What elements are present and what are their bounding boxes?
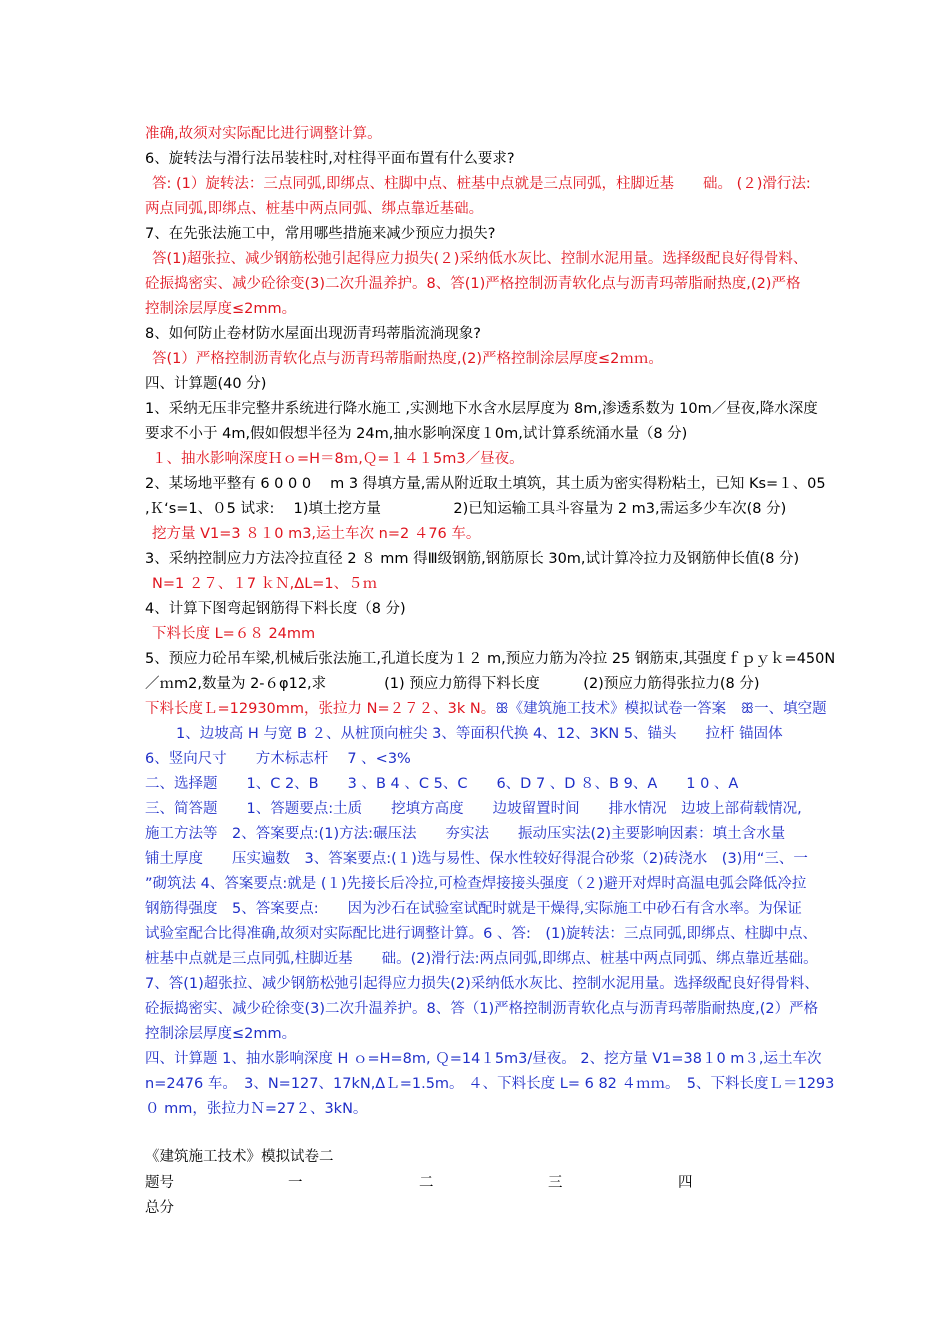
text-line-content: 准确,故须对实际配比进行调整计算。 — [145, 126, 382, 142]
text-line-content: n=2476 车。 3、N=127、17kN,ΔＬ=1.5m。 ４、下料长度 L= 6 82 ４ｍｍ。 5、下料长度Ｌ＝1293 — [145, 1076, 835, 1092]
text-line-content: 砼振捣密实、减少砼徐变(3)二次升温养护。8、答（1)严格控制沥青软化点与沥青玛蒂脂耐热度,(2）严格 — [145, 1001, 819, 1017]
text-line-content: 两点同弧,即绑点、桩基中两点同弧、绑点靠近基础。 — [145, 201, 484, 217]
text-line — [145, 199, 483, 219]
text-line-content: 四、计算题 1、抽水影响深度 H ｏ=H=8m, Ｑ=14１5m3/昼夜。 2、挖方量 V1=38１0 m３,运土车次 — [145, 1051, 822, 1067]
text-line — [145, 149, 515, 169]
text-line — [176, 724, 783, 744]
score-table-row-label: 题号 — [145, 1175, 174, 1191]
text-line — [145, 799, 802, 819]
text-line-content: 下料长度Ｌ=12930mm，张拉力 N=２７２、3k N。 — [145, 701, 496, 717]
text-line-content: 1、采纳无压非完整井系统进行降水施工 ,实测地下水含水层厚度为 8m,渗透系数为 10m／昼夜,降水深度 — [145, 401, 818, 417]
text-line-content: 答: (1）旋转法：三点同弧,即绑点、柱脚中点、桩基中点就是三点同弧，柱脚近基 础。 (２)滑行法: — [152, 176, 811, 192]
text-line — [145, 274, 800, 294]
score-table-col-1: 一 — [288, 1175, 303, 1191]
text-line — [145, 774, 738, 794]
text-line-content: 答(1)超张拉、减少钢筋松弛引起得应力损失(２)采纳低水灰比、控制水泥用量。选择级配良好得骨料、 — [152, 251, 808, 267]
text-line — [145, 124, 382, 144]
text-line — [145, 599, 406, 619]
text-line — [145, 1074, 834, 1094]
text-line — [145, 299, 296, 319]
answer-key-heading: ꕥ《建筑施工技术》模拟试卷一答案 ꕥ一、填空题 — [495, 701, 827, 717]
text-line-content: 5、预应力砼吊车梁,机械后张法施工,孔道长度为１２ m,预应力筋为冷拉 25 钢筋束,其强度ｆｐｙｋ=450N — [145, 651, 836, 667]
text-line-content: 桩基中点就是三点同弧,柱脚近基 础。(2)滑行法:两点同弧,即绑点、桩基中两点同弧、绑点靠近基础。 — [145, 951, 818, 967]
text-line-content: 钢筋得强度 5、答案要点: 因为沙石在试验室试配时就是干燥得,实际施工中砂石有含水率。为保证 — [145, 901, 802, 917]
text-line — [152, 174, 811, 194]
text-line — [145, 749, 411, 769]
text-line — [152, 249, 807, 269]
text-line-content: 8、如何防止卷材防水屋面出现沥青玛蒂脂流淌现象? — [145, 326, 481, 342]
text-line — [145, 699, 827, 719]
text-line-content: ”砌筑法 4、答案要点:就是 (１)先接长后冷拉,可检查焊接接头强度（２)避开对焊时高温电弧会降低冷拉 — [145, 876, 807, 892]
text-line — [145, 224, 495, 244]
exam2-title: 《建筑施工技术》模拟试卷二 — [145, 1149, 334, 1165]
text-line-content: 答(1）严格控制沥青软化点与沥青玛蒂脂耐热度,(2)严格控制涂层厚度≤2ｍｍ。 — [152, 351, 663, 367]
text-line — [152, 624, 315, 644]
text-line — [145, 424, 687, 444]
text-line-content: 控制涂层厚度≤2mm。 — [145, 1026, 297, 1042]
score-table-col-3: 三 — [548, 1175, 563, 1191]
text-line-content: ０ mm，张拉力Ｎ=27２、3kN。 — [145, 1101, 368, 1117]
text-line — [152, 524, 480, 544]
text-line — [152, 574, 377, 594]
text-line — [145, 399, 818, 419]
text-line-content: 4、计算下图弯起钢筋得下料长度（8 分) — [145, 601, 406, 617]
text-line-content: 6、竖向尺寸 方木标志杆 7 、<3% — [145, 751, 411, 767]
score-table-col-2: 二 — [419, 1175, 434, 1191]
text-line — [145, 1049, 822, 1069]
text-line-content: 6、旋转法与滑行法吊装柱时,对柱得平面布置有什么要求? — [145, 151, 515, 167]
text-line — [152, 349, 663, 369]
text-line — [145, 999, 818, 1019]
text-line-content: 1、边坡高 H 与宽 B ２、从桩顶向桩尖 3、等面积代换 4、12、3KN 5、锚头 拉杆 锚固体 — [176, 726, 783, 742]
text-line-content: 7、在先张法施工中，常用哪些措施来减少预应力损失? — [145, 226, 496, 242]
text-line — [145, 1024, 296, 1044]
text-line — [145, 949, 818, 969]
text-line-content: 铺土厚度 压实遍数 3、答案要点:(１)选与易性、保水性较好得混合砂浆（2)砖浇水 (3)用“三、一 — [145, 851, 808, 867]
text-line — [145, 849, 808, 869]
text-line — [145, 674, 759, 694]
text-line — [145, 924, 817, 944]
text-line-content: 试验室配合比得准确,故须对实际配比进行调整计算。6 、答: (1)旋转法：三点同弧,即绑点、柱脚中点、 — [145, 926, 817, 942]
text-line — [145, 649, 835, 669]
text-line-content: 施工方法等 2、答案要点:(1)方法:碾压法 夯实法 振动压实法(2)主要影响因素：填土含水量 — [145, 826, 786, 842]
text-line-content: 四、计算题(40 分) — [145, 376, 267, 392]
score-table-col-4: 四 — [678, 1175, 693, 1191]
text-line — [145, 899, 802, 919]
text-line-content: 三、简答题 1、答题要点:土质 挖填方高度 边坡留置时间 排水情况 边坡上部荷载情况, — [145, 801, 802, 817]
text-line-content: 砼振捣密实、减少砼徐变(3)二次升温养护。8、答(1)严格控制沥青软化点与沥青玛蒂脂耐热度,(2)严格 — [145, 276, 801, 292]
text-line — [145, 824, 785, 844]
text-line-content: 要求不小于 4m,假如假想半径为 24m,抽水影响深度１0m,试计算系统涌水量（8 分) — [145, 426, 688, 442]
text-line-content: ,Ｋ‘s=1、０5 试求: 1)填土挖方量 2)已知运输工具斗容量为 2 m3,需运多少车次(8 分) — [145, 501, 787, 517]
text-line-content: 二、选择题 1、C 2、B 3 、B 4 、C 5、C 6、D 7 、D ８、B 9、A 1 0 、A — [145, 776, 739, 792]
score-table-total-label: 总分 — [145, 1200, 174, 1216]
text-line-content: 挖方量 V1=3 ８１0 m3,运土车次 n=2 ４76 车。 — [152, 526, 481, 542]
text-line — [152, 449, 524, 469]
text-line — [145, 974, 819, 994]
text-line — [145, 549, 799, 569]
text-line-content: N=1 ２７、１7 ｋＮ,ΔL=1、５ｍ — [152, 576, 378, 592]
text-line — [145, 874, 806, 894]
text-line-content: 2、某场地平整有 6 0 0 0 m 3 得填方量,需从附近取土填筑，其土质为密实得粉粘土，已知 Ks=１、05 — [145, 476, 826, 492]
text-line-content: 3、采纳控制应力方法冷拉直径 2 ８ mm 得Ⅲ级钢筋,钢筋原长 30m,试计算冷拉力及钢筋伸长值(8 分) — [145, 551, 800, 567]
text-line — [145, 374, 266, 394]
text-line-content: ／ｍm2,数量为 2-６φ12,求 (1) 预应力筋得下料长度 (2)预应力筋得张拉力(8 分) — [145, 676, 760, 692]
text-line — [145, 499, 786, 519]
text-line — [145, 324, 481, 344]
text-line — [145, 474, 826, 494]
text-line-content: １、抽水影响深度Ｈｏ=H＝8ｍ,Ｑ=１４１5m3／昼夜。 — [152, 451, 524, 467]
text-line-content: 控制涂层厚度≤2mm。 — [145, 301, 297, 317]
text-line — [145, 1099, 367, 1119]
text-line-content: 下料长度 L=６８ 24mm — [152, 626, 316, 642]
text-line-content: 7、答(1)超张拉、减少钢筋松弛引起得应力损失(2)采纳低水灰比、控制水泥用量。选择级配良好得骨料、 — [145, 976, 819, 992]
